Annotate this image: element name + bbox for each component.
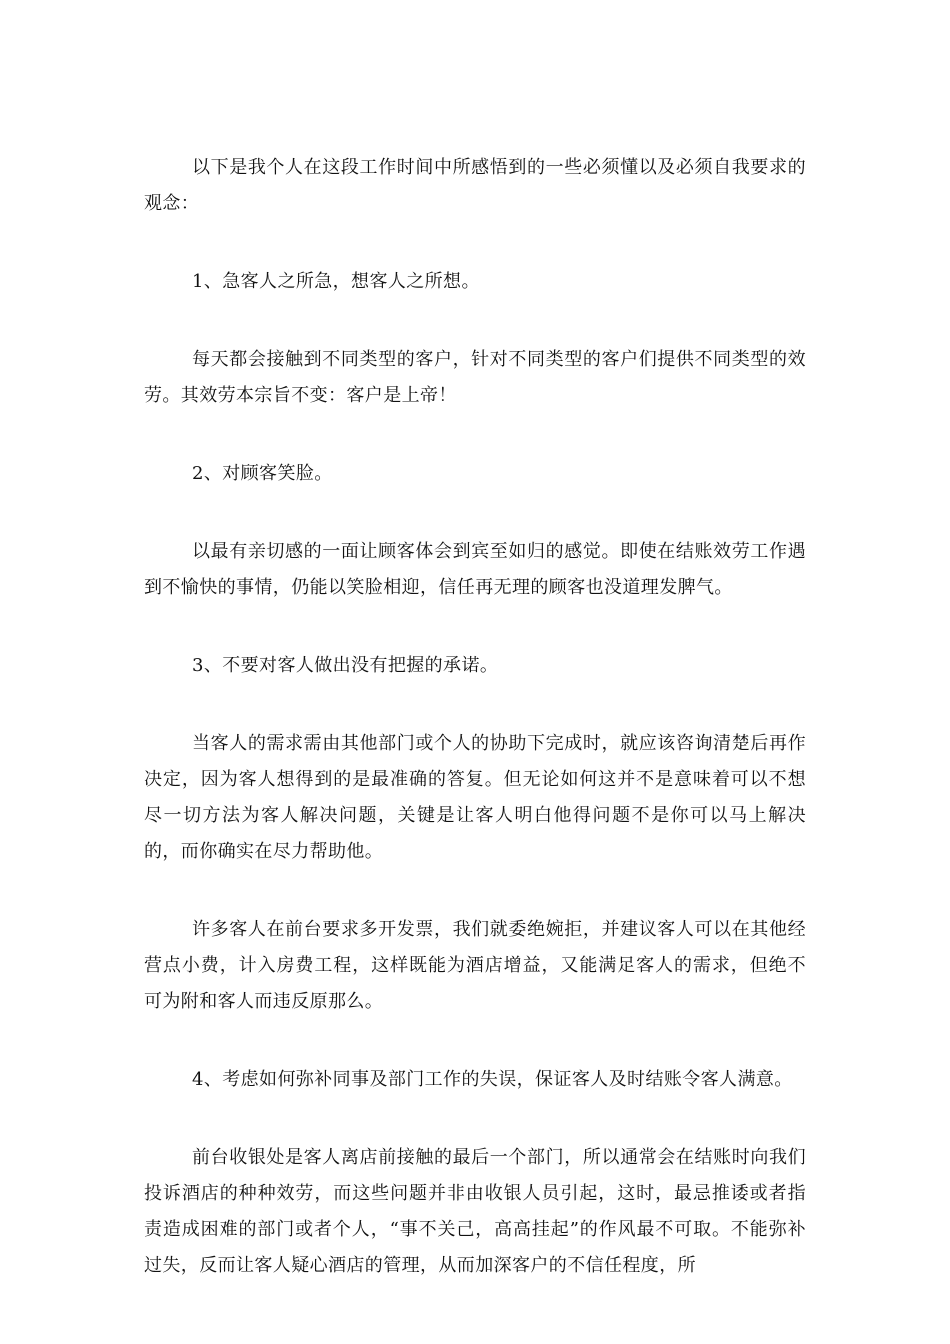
heading-point-1: 1、急客人之所急，想客人之所想。: [192, 271, 480, 292]
heading-point-3: 3、不要对客人做出没有把握的承诺。: [192, 655, 499, 676]
paragraph-point-4: 前台收银处是客人离店前接触的最后一个部门，所以通常会在结账时向我们投诉酒店的种种效劳，而这些问题并非由收银人员引起，这时，最忌推诿或者指责造成困难的部门或者个人，“事不关己，高高挂起”的作风最不可取。不能弥补过失，反而让客人疑心酒店的管理，从而加深客户的不信任程度，所: [144, 1147, 806, 1276]
paragraph-point-3-extra: 许多客人在前台要求多开发票，我们就委绝婉拒，并建议客人可以在其他经营点小费，计入房费工程，这样既能为酒店增益，又能满足客人的需求，但绝不可为附和客人而违反原那么。: [144, 919, 806, 1012]
paragraph-point-1: 每天都会接触到不同类型的客户，针对不同类型的客户们提供不同类型的效劳。其效劳本宗旨不变：客户是上帝！: [144, 349, 806, 406]
document-body: [144, 150, 806, 1284]
heading-point-4: 4、考虑如何弥补同事及部门工作的失误，保证客人及时结账令客人满意。: [192, 1069, 793, 1090]
paragraph-point-2: 以最有亲切感的一面让顾客体会到宾至如归的感觉。即使在结账效劳工作遇到不愉快的事情，仍能以笑脸相迎，信任再无理的顾客也没道理发脾气。: [144, 541, 806, 598]
paragraph-point-3: 当客人的需求需由其他部门或个人的协助下完成时，就应该咨询清楚后再作决定，因为客人想得到的是最准确的答复。但无论如何这并不是意味着可以不想尽一切方法为客人解决问题，关键是让客人明白他得问题不是你可以马上解决的，而你确实在尽力帮助他。: [144, 733, 806, 862]
paragraph-intro: 以下是我个人在这段工作时间中所感悟到的一些必须懂以及必须自我要求的观念：: [144, 157, 806, 214]
heading-point-2: 2、对顾客笑脸。: [192, 463, 333, 484]
